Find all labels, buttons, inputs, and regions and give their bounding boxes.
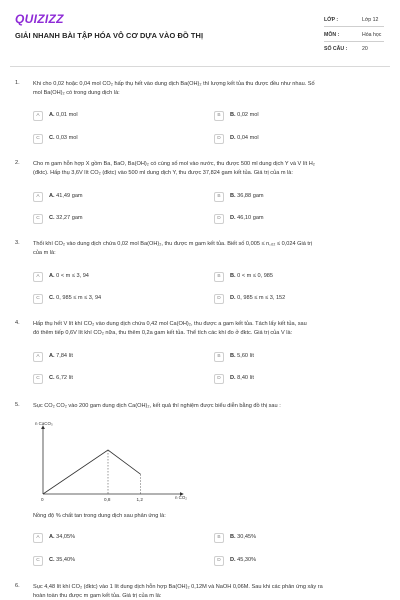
x-axis-label: n CO₂ xyxy=(175,495,187,500)
option-value: 30,45% xyxy=(237,534,257,540)
co2-precipitate-graph xyxy=(33,420,193,502)
option-a[interactable] xyxy=(33,191,203,203)
option-letter-box: B xyxy=(214,192,224,202)
option-b[interactable] xyxy=(214,271,384,283)
option-c[interactable] xyxy=(33,373,203,385)
option-c[interactable] xyxy=(33,293,203,305)
question-number: 2. xyxy=(15,160,20,166)
option-a[interactable] xyxy=(33,110,203,122)
question-number: 4. xyxy=(15,320,20,326)
option-value: 34,05% xyxy=(56,534,76,540)
meta-subject-value: Hóa học xyxy=(362,32,382,38)
option-letter-box: B xyxy=(214,111,224,121)
option-label: C. xyxy=(49,215,55,221)
option-value: 35,40% xyxy=(56,557,76,563)
question-text xyxy=(33,160,385,178)
option-label: C. xyxy=(49,557,55,563)
option-letter-box: B xyxy=(214,272,224,282)
option-label: D. xyxy=(230,295,236,301)
option-label: C. xyxy=(49,295,55,301)
option-label: D. xyxy=(230,375,236,381)
option-letter-box: D xyxy=(214,134,224,144)
option-label: B. xyxy=(230,112,236,118)
question-text-line: Khi cho 0,02 hoặc 0,04 mol CO₂ hấp thụ hết vào dung dịch Ba(OH)₂ thì lượng kết tủa thu được đều như nhau. Số xyxy=(33,81,315,87)
option-label: D. xyxy=(230,557,236,563)
option-value: 0,03 mol xyxy=(56,135,78,141)
question-text xyxy=(33,80,385,98)
option-label: A. xyxy=(49,112,55,118)
option-a[interactable] xyxy=(33,532,203,544)
option-d[interactable] xyxy=(214,555,384,567)
option-letter-box: C xyxy=(33,374,43,384)
meta-grade-value: Lớp 12 xyxy=(362,17,379,23)
document-header xyxy=(0,0,400,64)
question-text xyxy=(33,402,385,411)
option-label: B. xyxy=(230,353,236,359)
quizizz-logo: QUIZIZZ xyxy=(15,12,64,26)
option-label: B. xyxy=(230,273,236,279)
option-value: 32,27 gam xyxy=(56,215,83,221)
option-letter-box: D xyxy=(214,374,224,384)
question-text-line: mol Ba(OH)₂ có trong dung dịch là: xyxy=(33,90,120,96)
question-text-line: của m là: xyxy=(33,250,56,256)
document-title: GIẢI NHANH BÀI TẬP HÓA VÔ CƠ DỰA VÀO ĐỒ THỊ xyxy=(15,31,204,40)
question-number: 1. xyxy=(15,80,20,86)
question-text-line: Sục 4,48 lít khí CO₂ (đktc) vào 1 lít dung dịch hỗn hợp Ba(OH)₂ 0,12M và NaOH 0,06M. Sau khi các phản ứng xảy ra xyxy=(33,584,323,590)
meta-subject-key: MÔN : xyxy=(324,32,340,38)
option-b[interactable] xyxy=(214,110,384,122)
x-tick-label: 1,2 xyxy=(136,497,143,502)
question-text xyxy=(33,320,385,338)
option-letter-box: A xyxy=(33,352,43,362)
meta-count-value: 20 xyxy=(362,46,368,52)
option-c[interactable] xyxy=(33,555,203,567)
option-letter-box: A xyxy=(33,533,43,543)
question-text xyxy=(33,240,385,258)
header-divider xyxy=(10,66,390,67)
question-text-line: Thổi khí CO₂ vào dung dịch chứa 0,02 mol Ba(OH)₂, thu được m gam kết tủa. Biết số 0,005 ≤ n꜀ₒ₂ ≤ 0,024 Giá trị xyxy=(33,241,313,247)
option-label: C. xyxy=(49,135,55,141)
option-label: A. xyxy=(49,534,55,540)
option-a[interactable] xyxy=(33,271,203,283)
option-value: 41,49 gam xyxy=(56,193,83,199)
meta-divider xyxy=(324,26,384,27)
option-letter-box: C xyxy=(33,294,43,304)
precipitate-line xyxy=(43,450,141,494)
option-a[interactable] xyxy=(33,351,203,363)
option-value: 0,01 mol xyxy=(56,112,78,118)
option-value: 0 < m ≤ 3, 94 xyxy=(56,273,89,279)
option-value: 36,88 gam xyxy=(237,193,264,199)
question-text-line: hoàn toàn thu được m gam kết tủa. Giá trị của m là: xyxy=(33,593,162,599)
option-d[interactable] xyxy=(214,213,384,225)
option-b[interactable] xyxy=(214,191,384,203)
option-b[interactable] xyxy=(214,532,384,544)
question-text-line: (đktc). Hấp thụ 3,6V lít CO₂ (đktc) vào 500 ml dung dịch Y, thu được 37,824 gam kết tủa. Giá trị của m là: xyxy=(33,170,293,176)
question-number: 5. xyxy=(15,402,20,408)
question-number: 6. xyxy=(15,583,20,589)
option-letter-box: A xyxy=(33,192,43,202)
option-letter-box: C xyxy=(33,134,43,144)
option-letter-box: C xyxy=(33,556,43,566)
option-value: 45,30% xyxy=(237,557,257,563)
option-d[interactable] xyxy=(214,133,384,145)
option-value: 0, 985 ≤ m ≤ 3, 94 xyxy=(56,295,102,301)
option-label: B. xyxy=(230,193,236,199)
question-text xyxy=(33,583,385,600)
x-tick-label: 0 xyxy=(41,497,44,502)
option-letter-box: A xyxy=(33,272,43,282)
option-value: 0,04 mol xyxy=(237,135,259,141)
option-letter-box: D xyxy=(214,556,224,566)
option-label: A. xyxy=(49,273,55,279)
option-label: A. xyxy=(49,353,55,359)
option-value: 5,60 lít xyxy=(237,353,254,359)
option-label: D. xyxy=(230,135,236,141)
option-label: A. xyxy=(49,193,55,199)
option-c[interactable] xyxy=(33,213,203,225)
question-text-line: Hấp thụ hết V lít khí CO₂ vào dung dịch chứa 0,42 mol Ca(OH)₂, thu được a gam kết tủa. Tách lấy kết tủa, sau xyxy=(33,321,307,327)
meta-grade-key: LỚP : xyxy=(324,17,339,23)
option-letter-box: D xyxy=(214,294,224,304)
option-b[interactable] xyxy=(214,351,384,363)
option-value: 0 < m ≤ 0, 985 xyxy=(237,273,274,279)
option-value: 8,40 lít xyxy=(237,375,254,381)
option-value: 46,10 gam xyxy=(237,215,264,221)
option-label: C. xyxy=(49,375,55,381)
option-value: 0, 985 ≤ m ≤ 3, 152 xyxy=(237,295,286,301)
option-c[interactable] xyxy=(33,133,203,145)
question-number: 3. xyxy=(15,240,20,246)
question-followup-text: Nồng độ % chất tan trong dung dịch sau phản ứng là: xyxy=(33,513,166,519)
question-text-line: đó thêm tiếp 0,6V lít khí CO₂ nữa, thu thêm 0,2a gam kết tủa. Thể tích các khí đo ở đktc. Giá trị của V là: xyxy=(33,330,293,336)
y-axis-label: n CaCO₃ xyxy=(35,421,53,426)
option-letter-box: A xyxy=(33,111,43,121)
option-letter-box: D xyxy=(214,214,224,224)
meta-count-key: SỐ CÂU : xyxy=(324,46,348,52)
option-value: 6,72 lít xyxy=(56,375,73,381)
option-letter-box: C xyxy=(33,214,43,224)
option-d[interactable] xyxy=(214,293,384,305)
option-letter-box: B xyxy=(214,352,224,362)
option-label: B. xyxy=(230,534,236,540)
option-d[interactable] xyxy=(214,373,384,385)
meta-divider xyxy=(324,41,384,42)
x-tick-label: 0,8 xyxy=(104,497,111,502)
option-label: D. xyxy=(230,215,236,221)
question-text-line: Cho m gam hỗn hợp X gồm Ba, BaO, Ba(OH)₂ có cùng số mol vào nước, thu được 500 ml dung dịch Y và V lít H₂ xyxy=(33,161,315,167)
option-value: 0,02 mol xyxy=(237,112,259,118)
option-letter-box: B xyxy=(214,533,224,543)
option-value: 7,84 lít xyxy=(56,353,73,359)
question-text-line: Sục CO₂ CO₂ vào 200 gam dung dịch Ca(OH)₂, kết quả thí nghiệm được biểu diễn bằng đồ thị sau : xyxy=(33,403,281,409)
